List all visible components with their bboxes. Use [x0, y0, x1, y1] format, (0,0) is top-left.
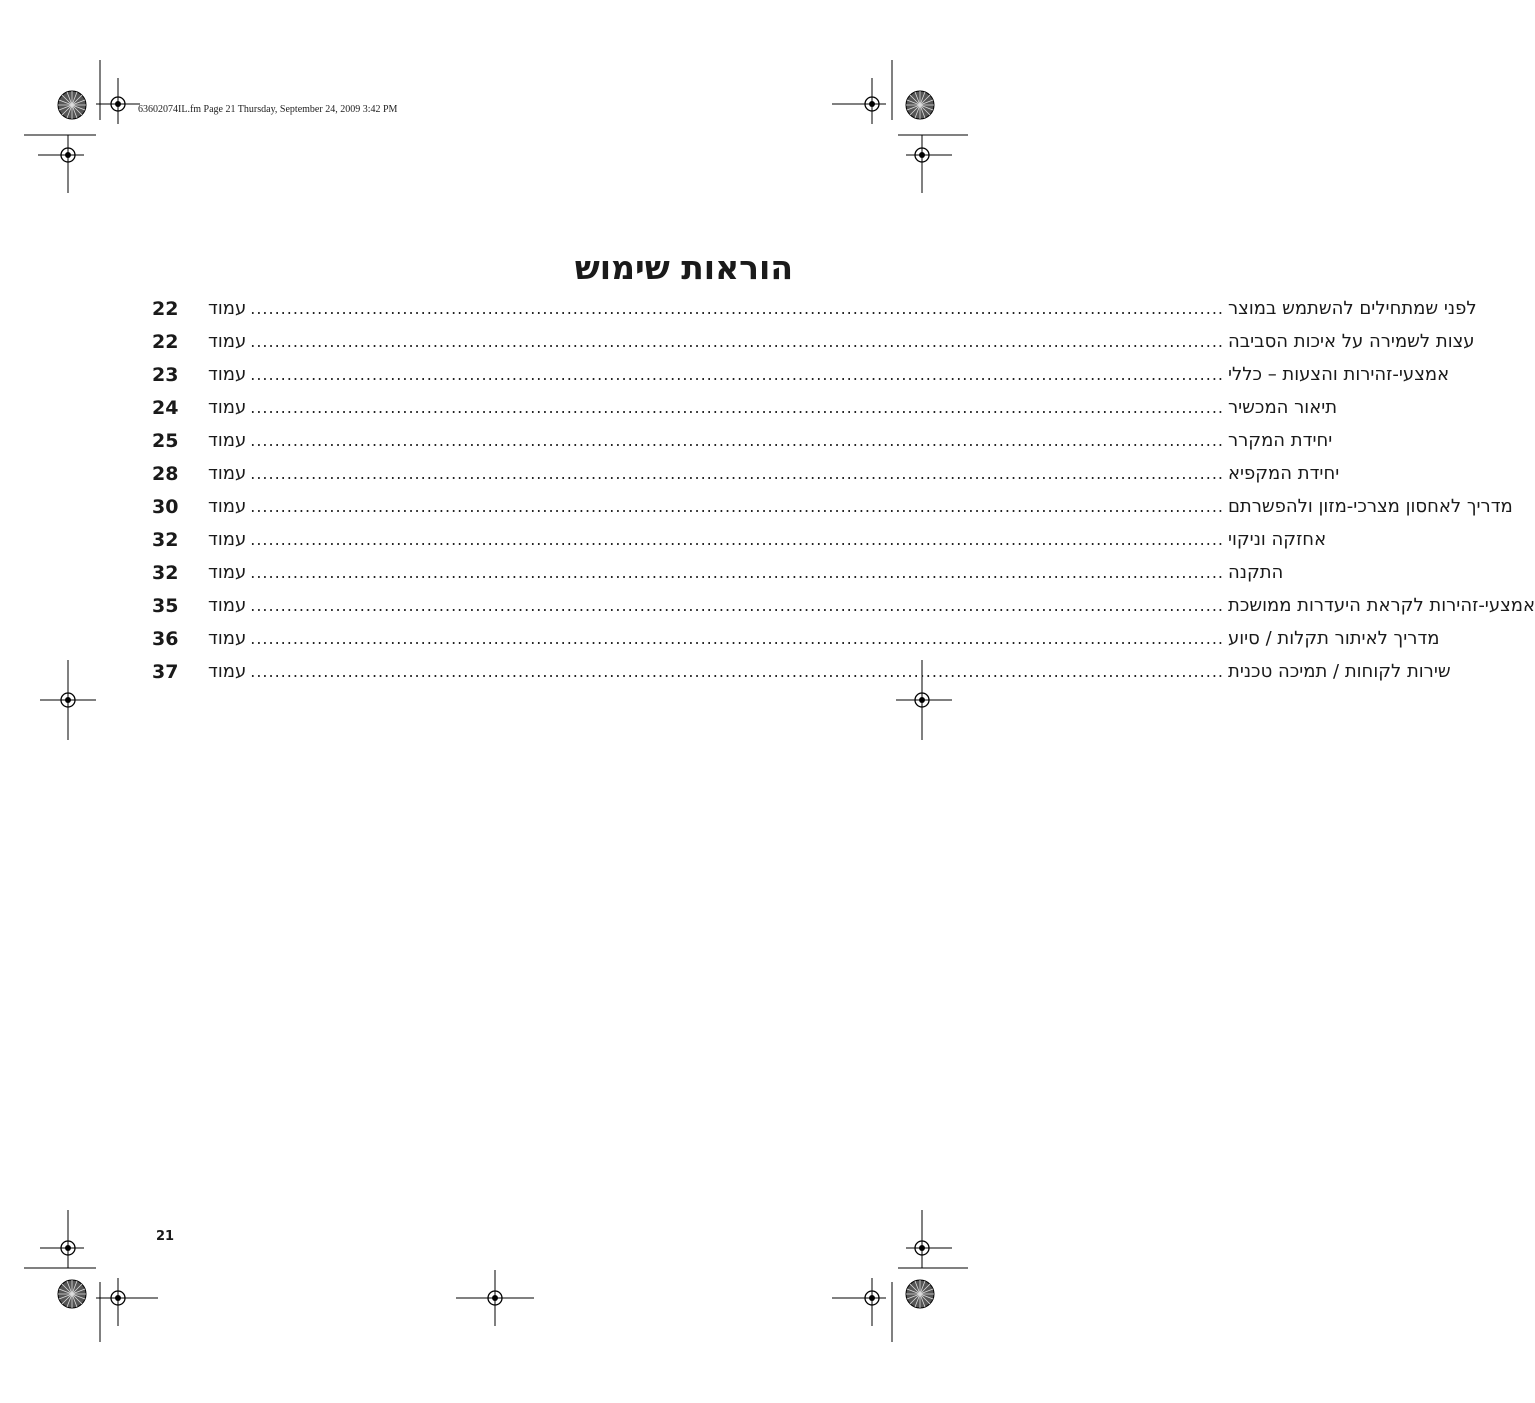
toc-leader-dots: ................................................................................................................................................................: [250, 662, 1224, 681]
toc-entry[interactable]: [152, 358, 1450, 391]
toc-entry[interactable]: [152, 655, 1451, 688]
table-of-contents: [152, 292, 1535, 688]
toc-page-word: עמוד: [208, 397, 247, 418]
toc-entry-label: מדריך לאחסון מצרכי-מזון ולהפשרתם: [1227, 496, 1513, 517]
toc-entry[interactable]: [152, 325, 1475, 358]
toc-entry-label: יחידת המקפיא: [1227, 463, 1340, 484]
toc-entry-label: שירות לקוחות / תמיכה טכנית: [1227, 661, 1451, 682]
toc-page-word: עמוד: [208, 298, 247, 319]
toc-leader-dots: ................................................................................................................................................................: [250, 299, 1224, 318]
toc-leader-dots: ................................................................................................................................................................: [250, 464, 1224, 483]
toc-entry-label: אמצעי-זהירות והצעות – כללי: [1227, 364, 1450, 385]
toc-entry-label: תיאור המכשיר: [1227, 397, 1338, 418]
toc-page-word: עמוד: [208, 529, 247, 550]
toc-leader-dots: ................................................................................................................................................................: [250, 365, 1224, 384]
toc-entry-label: אמצעי-זהירות לקראת היעדרות ממושכת: [1227, 595, 1535, 616]
toc-entry[interactable]: [152, 556, 1284, 589]
toc-entry[interactable]: [152, 622, 1440, 655]
toc-leader-dots: ................................................................................................................................................................: [250, 629, 1224, 648]
toc-entry[interactable]: [152, 457, 1340, 490]
toc-leader-dots: ................................................................................................................................................................: [250, 530, 1224, 549]
toc-entry-label: אחזקה וניקוי: [1227, 529, 1327, 550]
toc-page-number: 32: [152, 528, 179, 551]
page-title: הוראות שימוש: [574, 248, 793, 287]
page-number: 21: [156, 1229, 175, 1244]
printer-header-line: 63602074IL.fm Page 21 Thursday, September 24, 2009 3:42 PM: [138, 104, 398, 115]
toc-entry-label: עצות לשמירה על איכות הסביבה: [1227, 331, 1475, 352]
toc-entry-label: מדריך לאיתור תקלות / סיוע: [1227, 628, 1440, 649]
toc-page-word: עמוד: [208, 331, 247, 352]
toc-leader-dots: ................................................................................................................................................................: [250, 596, 1224, 615]
toc-leader-dots: ................................................................................................................................................................: [250, 332, 1224, 351]
toc-entry-label: לפני שמתחילים להשתמש במוצר: [1227, 298, 1477, 319]
toc-page-number: 32: [152, 561, 179, 584]
toc-page-number: 24: [152, 396, 179, 419]
toc-leader-dots: ................................................................................................................................................................: [250, 563, 1224, 582]
toc-page-word: עמוד: [208, 463, 247, 484]
toc-entry[interactable]: [152, 424, 1333, 457]
toc-page-number: 36: [152, 627, 179, 650]
toc-page-word: עמוד: [208, 496, 247, 517]
toc-page-word: עמוד: [208, 628, 247, 649]
toc-page-word: עמוד: [208, 595, 247, 616]
toc-page-word: עמוד: [208, 661, 247, 682]
toc-page-number: 37: [152, 660, 179, 683]
toc-entry-label: יחידת המקרר: [1227, 430, 1333, 451]
toc-entry[interactable]: [152, 490, 1513, 523]
toc-page-word: עמוד: [208, 364, 247, 385]
toc-entry[interactable]: [152, 523, 1327, 556]
toc-entry[interactable]: [152, 292, 1477, 325]
toc-page-number: 28: [152, 462, 179, 485]
toc-page-number: 30: [152, 495, 179, 518]
toc-page-word: עמוד: [208, 430, 247, 451]
toc-leader-dots: ................................................................................................................................................................: [250, 398, 1224, 417]
toc-leader-dots: ................................................................................................................................................................: [250, 497, 1224, 516]
toc-page-word: עמוד: [208, 562, 247, 583]
toc-page-number: 35: [152, 594, 179, 617]
toc-entry[interactable]: [152, 391, 1338, 424]
toc-entry[interactable]: [152, 589, 1535, 622]
toc-leader-dots: ................................................................................................................................................................: [250, 431, 1224, 450]
toc-page-number: 25: [152, 429, 179, 452]
toc-page-number: 22: [152, 330, 179, 353]
toc-entry-label: התקנה: [1227, 562, 1284, 583]
toc-page-number: 23: [152, 363, 179, 386]
toc-page-number: 22: [152, 297, 179, 320]
